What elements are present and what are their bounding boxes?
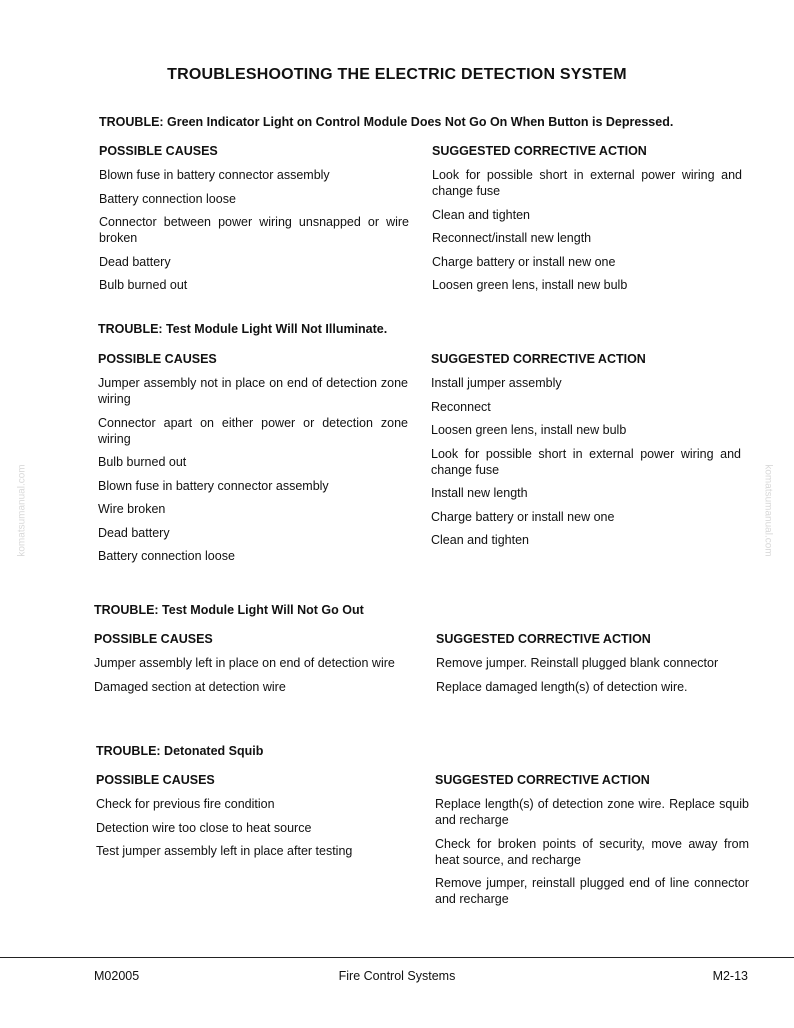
causes-column-3 bbox=[94, 631, 424, 702]
actions-heading-2: SUGGESTED CORRECTIVE ACTION bbox=[431, 352, 646, 366]
actions-list-4 bbox=[435, 796, 749, 907]
watermark-left: komatsumanual.com bbox=[16, 464, 28, 557]
causes-heading-1: POSSIBLE CAUSES bbox=[99, 144, 218, 158]
causes-column-2 bbox=[98, 351, 408, 572]
list-item: Remove jumper. Reinstall plugged blank connector bbox=[436, 656, 719, 670]
list-item: Reconnect/install new length bbox=[432, 231, 592, 245]
footer-doc-number: M02005 bbox=[94, 969, 140, 983]
causes-heading-4: POSSIBLE CAUSES bbox=[96, 773, 215, 787]
causes-heading-2: POSSIBLE CAUSES bbox=[98, 352, 217, 366]
list-item: Jumper assembly left in place on end of detection wire bbox=[94, 656, 395, 670]
list-item: Test jumper assembly left in place after testing bbox=[96, 844, 353, 858]
list-item: Damaged section at detection wire bbox=[94, 679, 286, 694]
list-item: Loosen green lens, install new bulb bbox=[431, 423, 627, 437]
list-item: Blown fuse in battery connector assembly bbox=[99, 168, 330, 182]
list-item: Dead battery bbox=[99, 254, 171, 269]
list-item: Battery connection loose bbox=[99, 191, 236, 206]
list-item: Bulb burned out bbox=[98, 455, 187, 469]
list-item: Remove jumper, reinstall plugged end of line connector and recharge bbox=[435, 876, 749, 906]
list-item: Connector apart on either power or detection zone wiring bbox=[98, 415, 408, 446]
list-item: Wire broken bbox=[98, 502, 166, 516]
causes-list-2 bbox=[98, 375, 408, 564]
list-item: Install jumper assembly bbox=[431, 376, 562, 390]
list-item: Reconnect bbox=[431, 399, 491, 414]
trouble-heading-1: TROUBLE: Green Indicator Light on Control Module Does Not Go On When Button is Depressed. bbox=[99, 115, 674, 129]
list-item: Charge battery or install new one bbox=[431, 509, 615, 524]
list-item: Check for previous fire condition bbox=[96, 797, 275, 811]
actions-heading-1: SUGGESTED CORRECTIVE ACTION bbox=[432, 144, 647, 158]
list-item: Detection wire too close to heat source bbox=[96, 820, 312, 835]
list-item: Connector between power wiring unsnapped or wire broken bbox=[99, 215, 409, 245]
actions-column-2 bbox=[431, 351, 741, 556]
trouble-heading-4: TROUBLE: Detonated Squib bbox=[96, 744, 264, 758]
causes-column-4 bbox=[96, 772, 416, 867]
actions-column-3 bbox=[436, 631, 756, 702]
list-item: Blown fuse in battery connector assembly bbox=[98, 478, 329, 493]
list-item: Clean and tighten bbox=[431, 533, 529, 547]
causes-column-1 bbox=[99, 143, 409, 301]
actions-column-1 bbox=[432, 143, 742, 301]
footer-rule bbox=[0, 957, 794, 958]
actions-list-1 bbox=[432, 167, 742, 293]
actions-heading-4: SUGGESTED CORRECTIVE ACTION bbox=[435, 773, 650, 787]
list-item: Charge battery or install new one bbox=[432, 254, 616, 269]
list-item: Battery connection loose bbox=[98, 549, 235, 563]
footer-page-number: M2-13 bbox=[712, 969, 748, 983]
list-item: Loosen green lens, install new bulb bbox=[432, 278, 628, 292]
list-item: Look for possible short in external power wiring and change fuse bbox=[431, 446, 741, 477]
actions-list-3 bbox=[436, 655, 756, 695]
list-item: Install new length bbox=[431, 486, 528, 500]
list-item: Replace length(s) of detection zone wire. Replace squib and recharge bbox=[435, 797, 749, 827]
actions-heading-3: SUGGESTED CORRECTIVE ACTION bbox=[436, 632, 651, 646]
list-item: Look for possible short in external power wiring and change fuse bbox=[432, 168, 742, 198]
actions-list-2 bbox=[431, 375, 741, 548]
causes-list-4 bbox=[96, 796, 416, 859]
list-item: Replace damaged length(s) of detection wire. bbox=[436, 679, 688, 694]
trouble-heading-3: TROUBLE: Test Module Light Will Not Go Out bbox=[94, 603, 364, 617]
watermark-right: komatsumanual.com bbox=[762, 464, 774, 557]
trouble-heading-2: TROUBLE: Test Module Light Will Not Illuminate. bbox=[98, 322, 388, 336]
causes-list-1 bbox=[99, 167, 409, 293]
list-item: Jumper assembly not in place on end of detection zone wiring bbox=[98, 376, 408, 406]
page-title: TROUBLESHOOTING THE ELECTRIC DETECTION SYSTEM bbox=[167, 66, 627, 83]
causes-heading-3: POSSIBLE CAUSES bbox=[94, 632, 213, 646]
list-item: Bulb burned out bbox=[99, 278, 188, 292]
footer-title: Fire Control Systems bbox=[338, 969, 456, 983]
list-item: Dead battery bbox=[98, 525, 170, 540]
list-item: Check for broken points of security, move away from heat source, and recharge bbox=[435, 836, 749, 867]
actions-column-4 bbox=[435, 772, 749, 915]
list-item: Clean and tighten bbox=[432, 207, 530, 222]
causes-list-3 bbox=[94, 655, 424, 695]
